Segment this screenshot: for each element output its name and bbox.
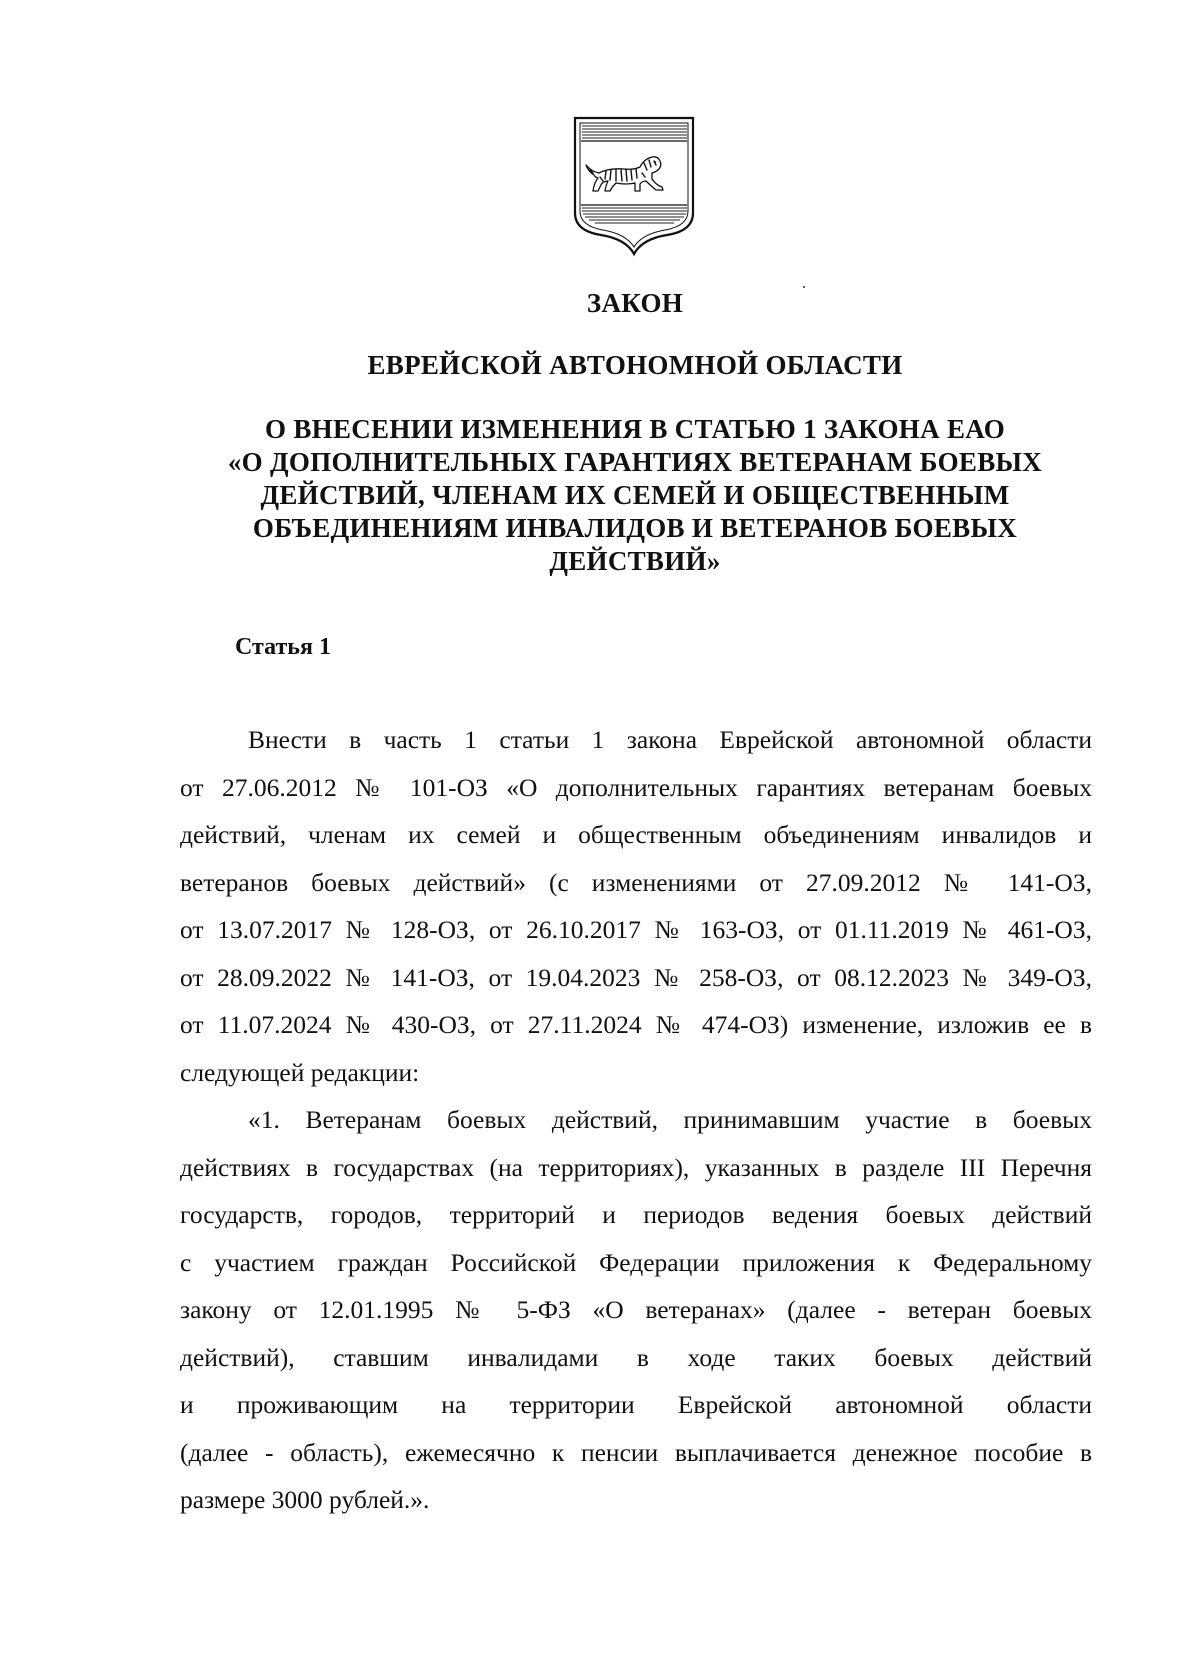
law-title bbox=[180, 413, 1090, 578]
paragraph-line: ветеранов боевых действий» (с изменениями от 27.09.2012 № 141-ОЗ, bbox=[180, 867, 1092, 897]
paragraph-line: действий), ставшим инвалидами в ходе таких боевых действий bbox=[180, 1342, 1092, 1372]
law-title-line: ДЕЙСТВИЙ, ЧЛЕНАМ ИХ СЕМЕЙ И ОБЩЕСТВЕННЫМ bbox=[260, 480, 1010, 510]
paragraph-line: от 13.07.2017 № 128-ОЗ, от 26.10.2017 № 163-ОЗ, от 01.11.2019 № 461-ОЗ, bbox=[180, 915, 1092, 944]
paragraph-line: действиях в государствах (на территориях), указанных в разделе III Перечня bbox=[180, 1152, 1092, 1182]
paragraph-line: и проживающим на территории Еврейской автономной области bbox=[180, 1390, 1092, 1419]
paragraph-line: (далее - область), ежемесячно к пенсии выплачивается денежное пособие в bbox=[180, 1437, 1092, 1467]
paragraph-line: государств, городов, территорий и периодов ведения боевых действий bbox=[180, 1200, 1092, 1229]
article-heading: Статья 1 bbox=[235, 634, 331, 660]
coat-of-arms-tiger-icon bbox=[572, 115, 696, 257]
paragraph-line: следующей редакции: bbox=[180, 1057, 420, 1087]
paragraph-line: действий, членам их семей и общественным объединениям инвалидов и bbox=[180, 820, 1092, 849]
paragraph-line: от 11.07.2024 № 430-ОЗ, от 27.11.2024 № 474-ОЗ) изменение, изложив ее в bbox=[180, 1010, 1092, 1039]
law-title-line: ДЕЙСТВИЙ» bbox=[549, 546, 721, 576]
paragraph-line: от 27.06.2012 № 101-ОЗ «О дополнительных гарантиях ветеранам боевых bbox=[180, 772, 1092, 802]
law-title-line: ОБЪЕДИНЕНИЯМ ИНВАЛИДОВ И ВЕТЕРАНОВ БОЕВЫХ bbox=[252, 513, 1018, 543]
document-type-heading: ЗАКОН bbox=[586, 288, 684, 318]
paragraph-line: с участием граждан Российской Федерации приложения к Федеральному bbox=[180, 1247, 1092, 1277]
paragraph-line: Внести в часть 1 статьи 1 закона Еврейской автономной области bbox=[248, 725, 1092, 754]
article-body bbox=[180, 725, 1092, 1533]
paragraph-line: «1. Ветеранам боевых действий, принимавшим участие в боевых bbox=[248, 1105, 1092, 1134]
paragraph-line: от 28.09.2022 № 141-ОЗ, от 19.04.2023 № 258-ОЗ, от 08.12.2023 № 349-ОЗ, bbox=[180, 962, 1092, 992]
law-title-line: О ВНЕСЕНИИ ИЗМЕНЕНИЯ В СТАТЬЮ 1 ЗАКОНА ЕАО bbox=[264, 414, 1006, 444]
law-title-line: «О ДОПОЛНИТЕЛЬНЫХ ГАРАНТИЯХ ВЕТЕРАНАМ БОЕВЫХ bbox=[227, 447, 1043, 477]
paragraph-line: размере 3000 рублей.». bbox=[180, 1485, 430, 1514]
paragraph-line: закону от 12.01.1995 № 5-ФЗ «О ветеранах» (далее - ветеран боевых bbox=[180, 1295, 1092, 1324]
region-heading: ЕВРЕЙСКОЙ АВТОНОМНОЙ ОБЛАСТИ bbox=[367, 350, 903, 380]
